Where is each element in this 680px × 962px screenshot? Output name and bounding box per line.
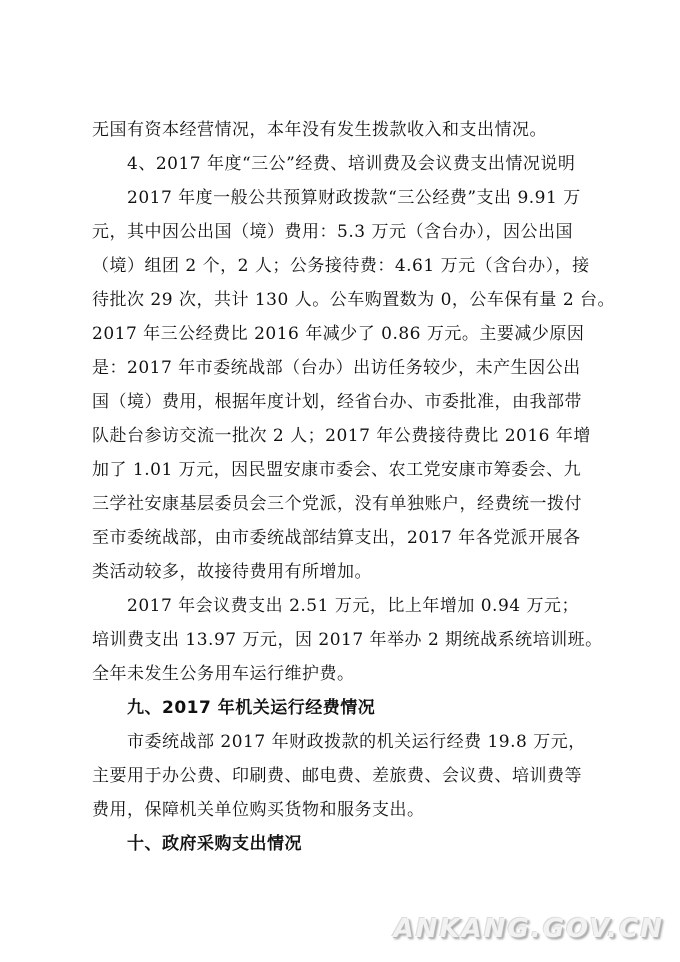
- paragraph-line: 2017 年三公经费比 2016 年减少了 0.86 万元。主要减少原因: [92, 324, 585, 344]
- paragraph-line: （境）组团 2 个，2 人；公务接待费：4.61 万元（含台办），接: [92, 256, 590, 276]
- paragraph-line: 主要用于办公费、印刷费、邮电费、差旅费、会议费、培训费等: [92, 766, 582, 786]
- paragraph-line: 市委统战部 2017 年财政拨款的机关运行经费 19.8 万元，: [127, 732, 586, 752]
- paragraph-line: 2017 年度一般公共预算财政拨款“三公经费”支出 9.91 万: [127, 188, 581, 208]
- paragraph-line: 2017 年会议费支出 2.51 万元，比上年增加 0.94 万元；: [127, 596, 579, 616]
- paragraph-line: 培训费支出 13.97 万元，因 2017 年举办 2 期统战系统培训班。: [92, 630, 603, 650]
- paragraph-line: 加了 1.01 万元，因民盟安康市委会、农工党安康市筹委会、九: [92, 460, 582, 480]
- paragraph-line: 是：2017 年市委统战部（台办）出访任务较少，未产生因公出: [92, 358, 581, 378]
- paragraph-line: 队赴台参访交流一批次 2 人；2017 年公费接待费比 2016 年增: [92, 426, 591, 446]
- paragraph-line: 元，其中因公出国（境）费用：5.3 万元（含台办），因公出国: [92, 222, 573, 242]
- paragraph-line: 全年未发生公务用车运行维护费。: [92, 664, 355, 684]
- site-watermark: ANKANG.GOV.CN: [393, 914, 664, 944]
- paragraph-line: 国（境）费用，根据年度计划，经省台办、市委批准，由我部带: [92, 392, 582, 412]
- paragraph-line: 待批次 29 次，共计 130 人。公车购置数为 0，公车保有量 2 台。: [92, 290, 616, 310]
- paragraph-line: 无国有资本经营情况，本年没有发生拨款收入和支出情况。: [92, 120, 547, 140]
- section-heading: 十、政府采购支出情况: [127, 834, 302, 854]
- paragraph-line: 类活动较多，故接待费用有所增加。: [92, 562, 372, 582]
- paragraph-line: 至市委统战部，由市委统战部结算支出，2017 年各党派开展各: [92, 528, 581, 548]
- section-heading: 九、2017 年机关运行经费情况: [127, 698, 376, 718]
- subheading-line: 4、2017 年度“三公”经费、培训费及会议费支出情况说明: [127, 154, 576, 174]
- paragraph-line: 三学社安康基层委员会三个党派，没有单独账户，经费统一拨付: [92, 494, 582, 514]
- paragraph-line: 费用，保障机关单位购买货物和服务支出。: [92, 800, 425, 820]
